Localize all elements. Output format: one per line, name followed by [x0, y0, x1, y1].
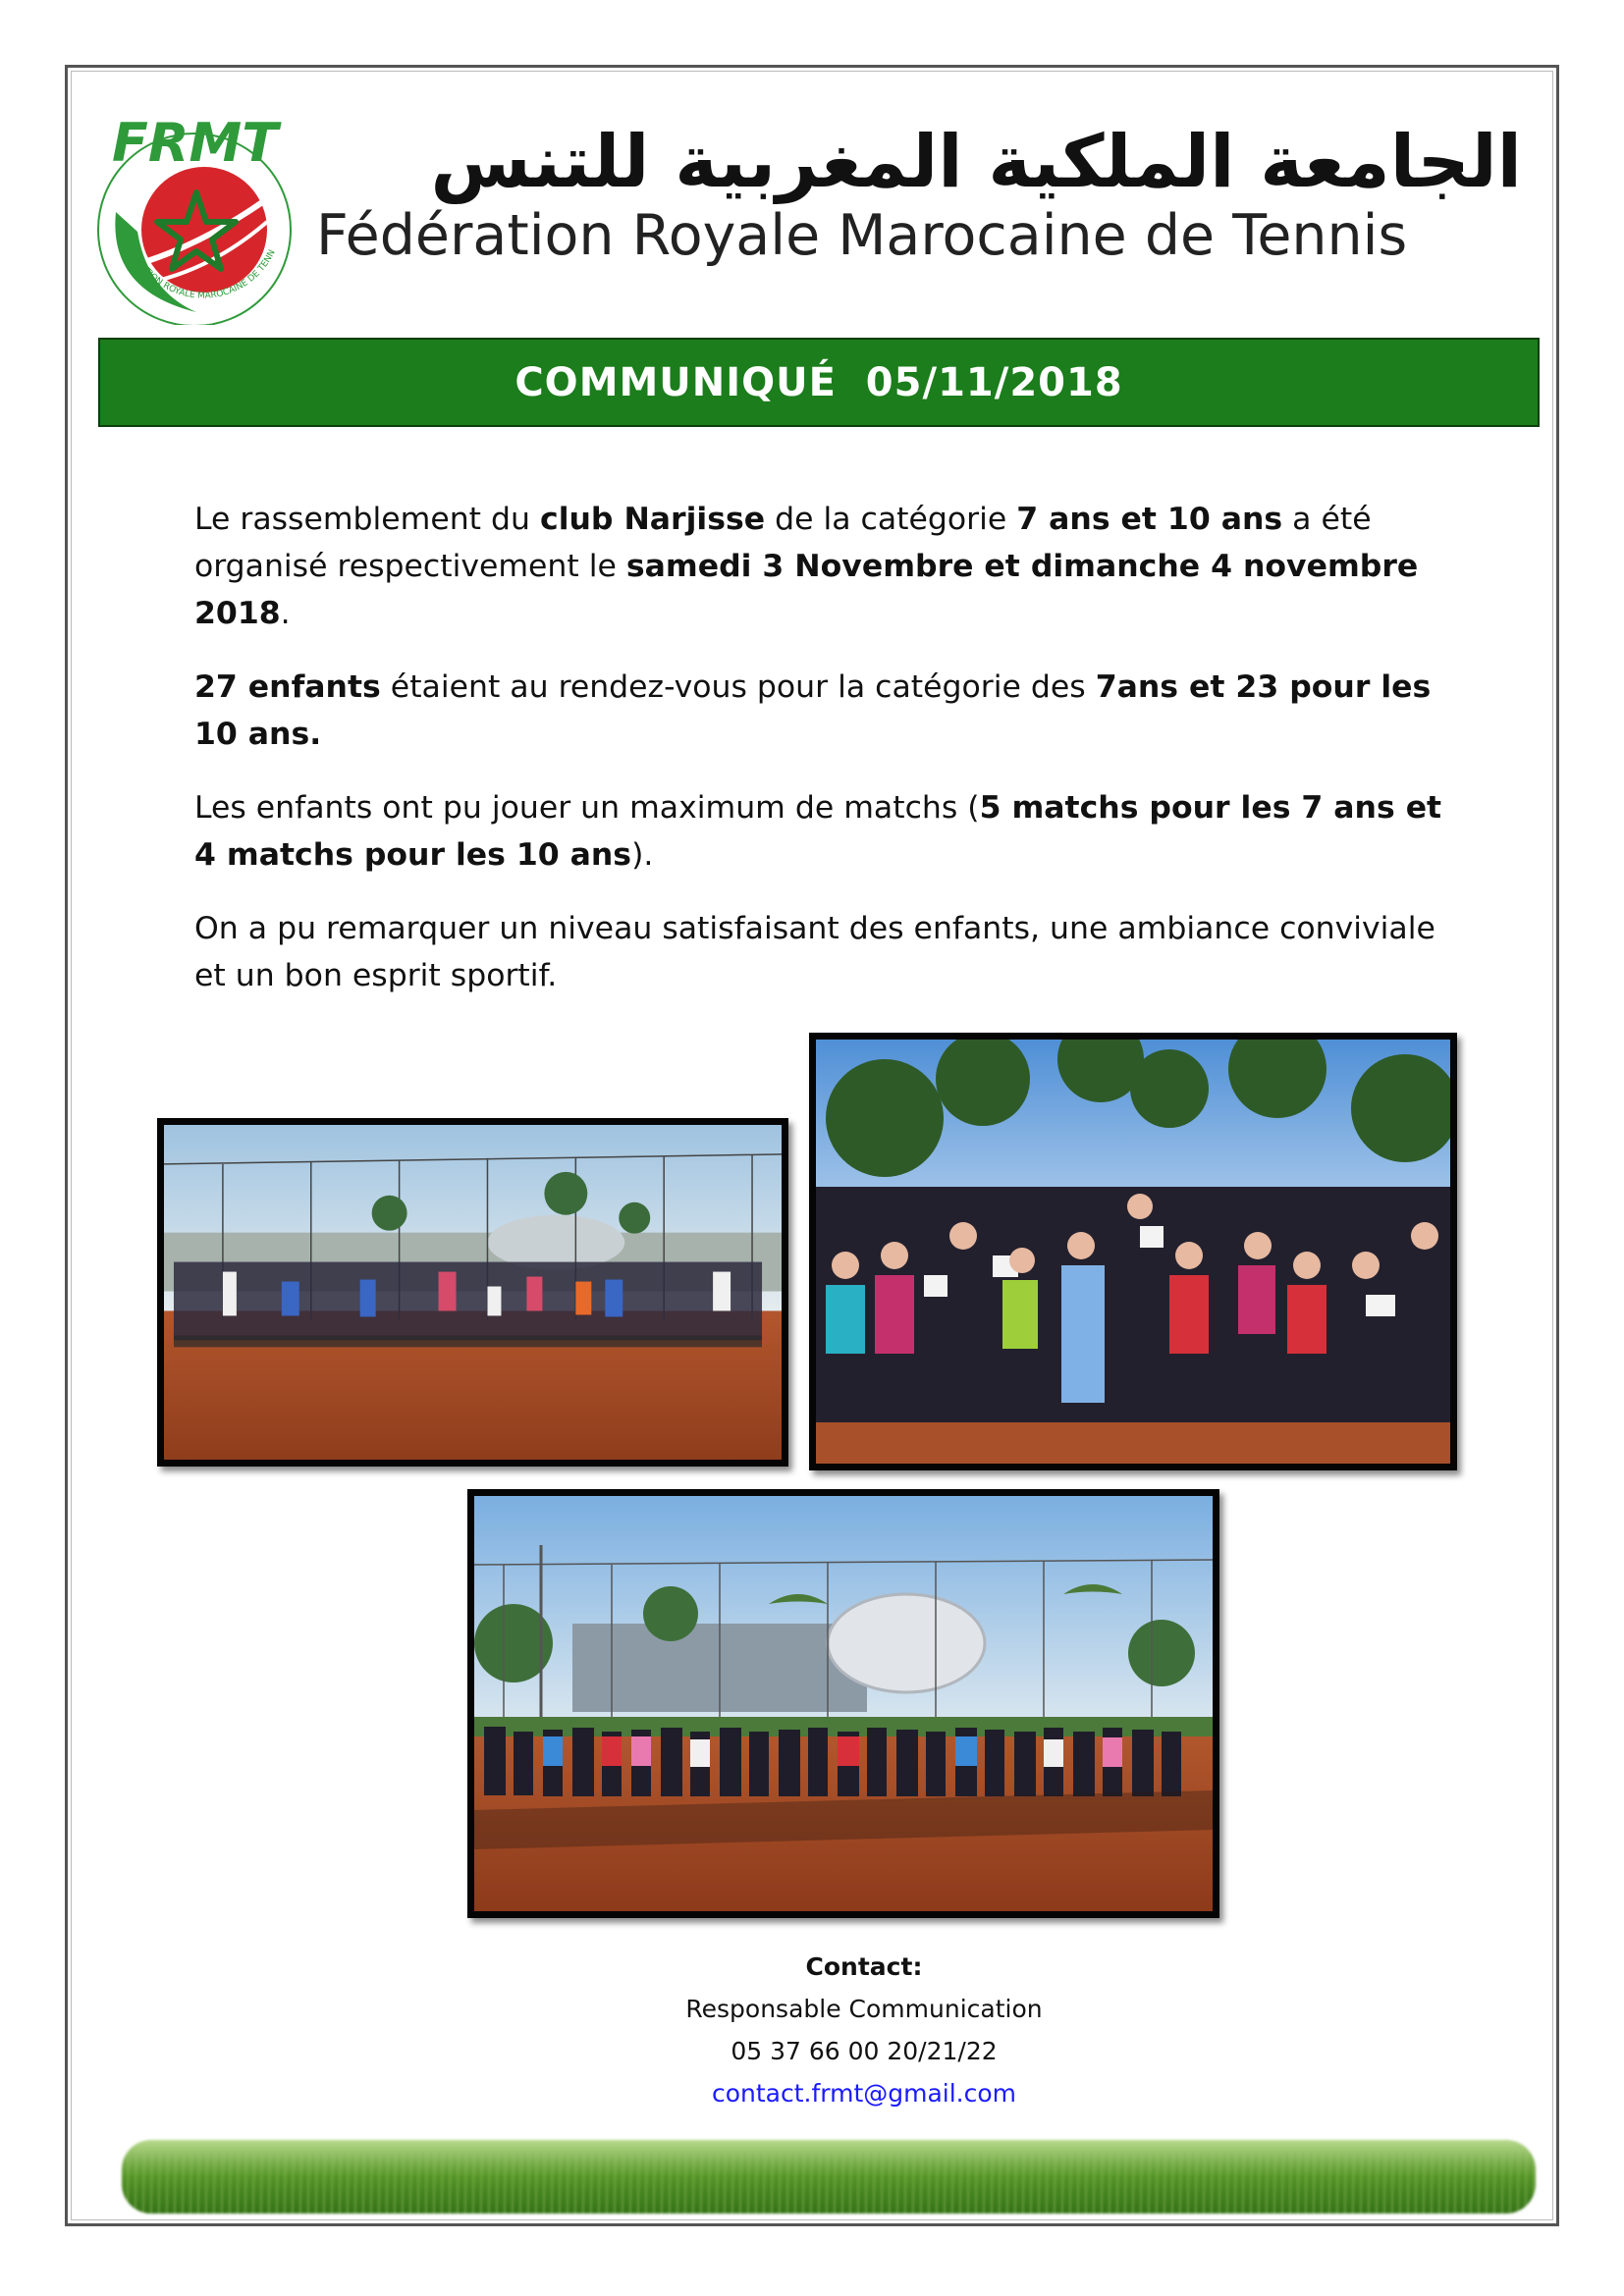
communique-body: [194, 496, 1461, 1026]
grass-footer-image: [122, 2140, 1536, 2214]
communique-title: COMMUNIQUÉ 05/11/2018: [514, 359, 1123, 405]
p3-bold-matches: 5 matchs pour les 7 ans et 4 matchs pour les 10 ans: [194, 790, 1442, 873]
p1-bold-dates: samedi 3 Novembre et dimanche 4 novembre 2018: [194, 549, 1419, 631]
federation-title-french: Fédération Royale Marocaine de Tennis: [316, 203, 1408, 268]
p1-text-3: a été organisé respectivement le: [194, 502, 1372, 584]
contact-email-link[interactable]: contact.frmt@gmail.com: [711, 2079, 1017, 2108]
group-photo-2: [809, 1033, 1457, 1470]
p2-text-1: étaient au rendez-vous pour la catégorie des: [380, 669, 1096, 705]
p2-bold-count: 27 enfants: [194, 669, 381, 705]
group-photo-1: [157, 1118, 788, 1467]
p1-bold-category: 7 ans et 10 ans: [1016, 502, 1283, 537]
communique-banner: [98, 338, 1540, 427]
contact-title: Contact:: [805, 1952, 923, 1981]
p1-text-4: .: [280, 596, 291, 631]
logo-ring-text: FÉDÉRATION ROYALE MAROCAINE DE TENN: [125, 239, 278, 301]
p2-bold-categories: 7ans et 23 pour les 10 ans.: [194, 669, 1432, 752]
paragraph-1: [194, 496, 1461, 637]
paragraph-3: [194, 784, 1461, 879]
group-photo-3: [467, 1489, 1219, 1918]
contact-role: Responsable Communication: [685, 1995, 1043, 2023]
federation-title-arabic: الجامعة الملكية المغربية للتنس: [430, 120, 1522, 204]
p1-bold-club: club Narjisse: [540, 502, 766, 537]
logo-text: FRMT: [112, 112, 279, 174]
p1-text-2: de la catégorie: [765, 502, 1017, 537]
contact-phone: 05 37 66 00 20/21/22: [731, 2037, 998, 2065]
p4-text-1: On a pu remarquer un niveau satisfaisant des enfants, une ambiance conviviale et un bon esprit sportif.: [194, 911, 1435, 993]
contact-block: [491, 1946, 1237, 2114]
paragraph-4: [194, 905, 1461, 999]
frmt-logo: [88, 94, 304, 325]
p3-text-1: Les enfants ont pu jouer un maximum de matchs (: [194, 790, 980, 826]
p1-text-1: Le rassemblement du: [194, 502, 541, 537]
p3-text-2: ).: [631, 837, 654, 873]
paragraph-2: [194, 664, 1461, 758]
